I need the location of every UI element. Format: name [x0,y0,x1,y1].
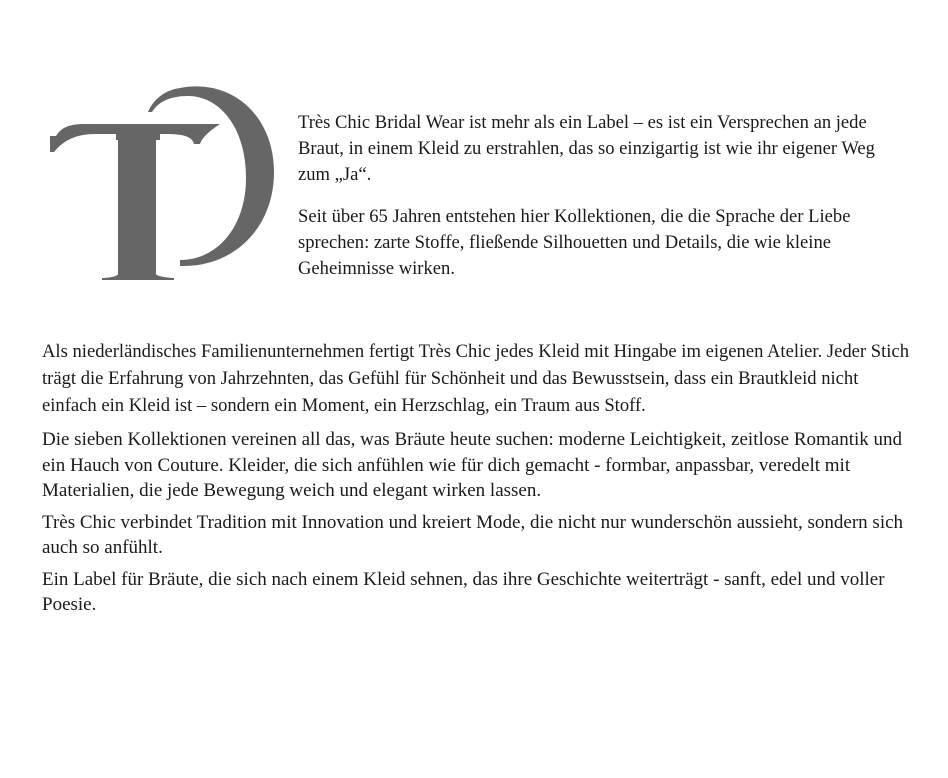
intro-paragraph-2: Seit über 65 Jahren entstehen hier Kollektionen, die die Sprache der Liebe sprechen: zarte Stoffe, fließende Silhouetten und Details, die wie kleine Geheimnisse wirken. [298,206,851,279]
body-paragraph-4: Ein Label für Bräute, die sich nach einem Kleid sehnen, das ihre Geschichte weiterträgt - sanft, edel und voller Poesie. [42,568,885,615]
body-paragraph-3: Très Chic verbindet Tradition mit Innovation und kreiert Mode, die nicht nur wunderschön aussieht, sondern sich auch so anfühlt. [42,511,904,558]
body-paragraph-2: Die sieben Kollektionen vereinen all das, was Bräute heute suchen: moderne Leichtigkeit, zeitlose Romantik und ein Hauch von Couture. Kleider, die sich anfühlen wie für dich gemacht - formbar, anpassbar, veredelt mit Materialien, die jede Bewegung weich und elegant wirken lassen. [42,429,903,501]
intro-paragraph-1: Très Chic Bridal Wear ist mehr als ein Label – es ist ein Versprechen an jede Braut, in einem Kleid zu erstrahlen, das so einzigartig ist wie ihr eigener Weg zum „Ja“. [298,112,875,185]
tc-monogram-logo [42,80,282,290]
body-text [42,338,912,624]
body-paragraph-1: Als niederländisches Familienunternehmen fertigt Très Chic jedes Kleid mit Hingabe im eigenen Atelier. Jeder Stich trägt die Erfahrung von Jahrzehnten, das Gefühl für Schönheit und das Bewusstsein, dass ein Brautkleid nicht einfach ein Kleid ist – sondern ein Moment, ein Herzschlag, ein Traum aus Stoff. [42,341,909,416]
tc-monogram-icon [42,80,282,290]
intro-text [298,110,908,298]
